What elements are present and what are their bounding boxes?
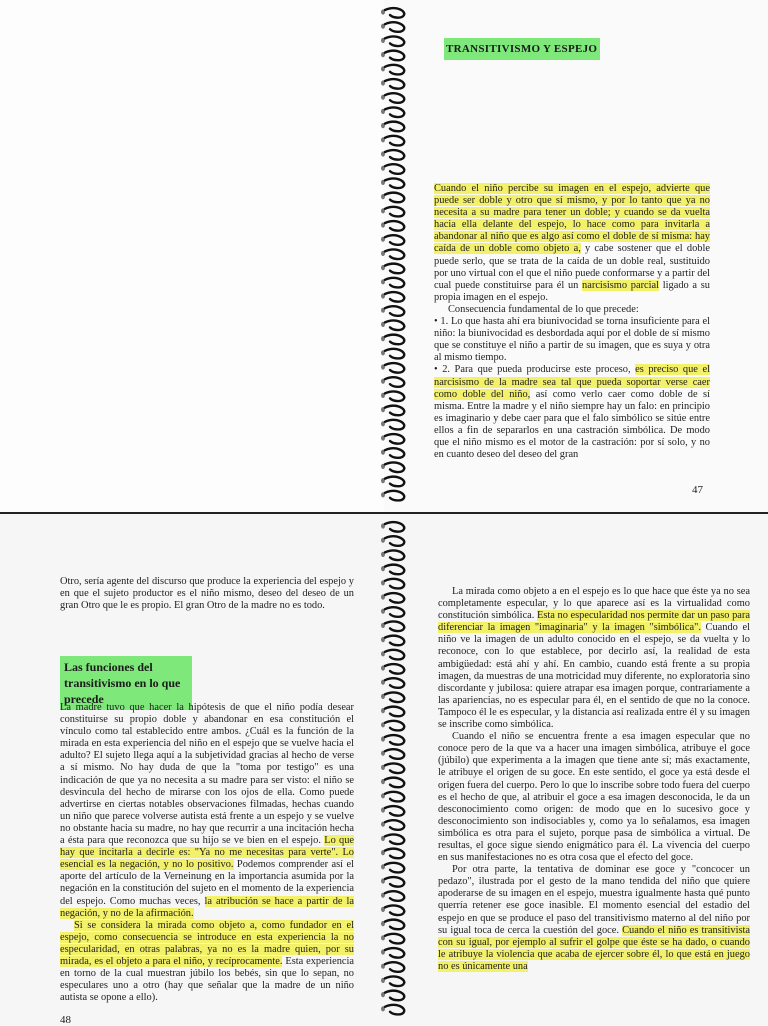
spiral-coil	[385, 193, 404, 203]
spiral-coil	[385, 735, 404, 745]
text-segment: Cuando el niño ve la imagen de un adulto conocido en el espejo, se da vuelta y lo reconoce, con lo que establece, por decirlo así, la realidad de esta ambigüedad: está ahí y ahí. En cambio, cuando está frente a su propia imagen, da muestras de una motricidad muy diferente, no exploratoria sino discordante y jubilosa: quiere atrapar esa imagen porque, contrariamente a las apariencias, no es especular para él, en el sentido de que no la conoce. Tampoco él le es especular, y la distancia así realizada entre él y su imagen se inscribe como simbólica.	[438, 622, 750, 731]
spiral-coil	[385, 22, 404, 32]
highlighted-text: narcisismo parcial	[582, 279, 660, 291]
spiral-coil	[385, 934, 404, 944]
paragraph	[434, 316, 710, 364]
spiral-coil	[385, 905, 404, 915]
spiral-coil	[385, 164, 404, 174]
chapter-title: TRANSITIVISMO Y ESPEJO	[444, 38, 600, 60]
spiral-coil	[385, 264, 404, 274]
spiral-coil	[385, 820, 404, 830]
spiral-coil	[385, 1005, 404, 1015]
spiral-coil	[385, 565, 404, 575]
page-49-body	[438, 586, 750, 973]
page-48-opening	[60, 576, 354, 612]
spiral-coil	[385, 962, 404, 972]
spiral-coil	[385, 636, 404, 646]
paragraph	[438, 586, 750, 731]
spiral-coil	[385, 976, 404, 986]
spiral-coil	[385, 550, 404, 560]
spiral-coil	[385, 707, 404, 717]
spiral-coil	[385, 891, 404, 901]
spiral-coil	[385, 948, 404, 958]
page-48-body	[60, 702, 354, 1004]
spiral-coil	[385, 650, 404, 660]
paragraph	[438, 864, 750, 973]
highlighted-text: Cuando el niño percibe su imagen en el espejo, advierte que puede ser doble y otro que sí mismo, y por lo tanto que ya no necesita a su madre para tener un doble; y cuando se da vuelta hacia ella delante del espejo, lo hace como para invitarla a abandonar al niño que es algo así como el doble de sí misma: hay caída de un doble como objeto a,	[434, 183, 710, 255]
spiral-coil	[385, 235, 404, 245]
paragraph	[434, 183, 710, 304]
text-segment: La madre tuvo que hacer la hipótesis de que el niño podía desear constituirse su propio doble y abandonar en esa constitución el vínculo como tal establecido entre ambos. ¿Cuál es la función de la mirada en esta experiencia del niño en el espejo que se vuelve hacia el adulto? El sujeto llega aquí a la subjetividad gracias al hecho de verse a sí mismo. No hay duda de que la "toma por testigo" es una indicación de que ya no necesita a su madre para ser visto: el niño se desvincula del hecho de mirarse con los ojos de ella. Como puede advertirse en ciertas notables observaciones filmadas, hechas cuando un niño que parece volverse autista está frente a un espejo y se vuelve no obstante hacia su madre, no hay que recurrir a una incitación hecha a ésta para que reconozca que su hijo se ve bien en el espejo.	[60, 702, 354, 847]
spiral-coil	[385, 522, 404, 532]
spiral-coil	[385, 579, 404, 589]
spiral-coil	[385, 863, 404, 873]
spiral-coil	[385, 664, 404, 674]
page-49	[404, 514, 768, 1026]
spiral-coil	[385, 249, 404, 259]
text-segment: ligado a su propia imagen en el espejo.	[434, 279, 710, 303]
spiral-coil	[385, 678, 404, 688]
section-title: Las funciones del transitivismo en lo que precede	[60, 656, 192, 710]
spiral-coil	[385, 991, 404, 1001]
text-segment: Por otra parte, la tentativa de dominar ese goce y "concocer un pedazo", ilustrada por el gesto de la mano tendida del niño que quiere apoderarse de su imagen en el espejo, muestra igualmente hasta qué punto querría retener ese goce inasible. El momento esencial del estadio del espejo en que se produce el paso del transitivismo materno al del niño por su igual toca de cerca la cuestión del goce.	[438, 864, 750, 936]
spiral-coil	[385, 849, 404, 859]
blank-left-page	[0, 0, 384, 512]
spiral-coil	[385, 136, 404, 146]
spiral-coil	[385, 65, 404, 75]
spiral-coil	[385, 778, 404, 788]
spiral-coil	[385, 377, 404, 387]
highlighted-text: Si se considera la mirada como objeto a, como fundador en el espejo, como consecuencia se introduce en esta experiencia la no especularidad, en otras palabras, ya no es la madre quien, por su mirada, es el objeto a para el niño, y recíprocamente.	[60, 919, 354, 967]
page-number: 47	[692, 484, 703, 496]
spiral-coil	[385, 292, 404, 302]
spiral-coil	[385, 434, 404, 444]
paragraph	[60, 576, 354, 612]
spiral-coil	[385, 621, 404, 631]
text-segment: Otro, sería agente del discurso que produce la experiencia del espejo y en que el sujeto productor es el niño mismo, deseo del deseo de un gran Otro que le es propio. El gran Otro de la madre no es todo.	[60, 576, 354, 612]
paragraph	[438, 731, 750, 864]
spiral-coil	[385, 320, 404, 330]
page-47-body	[434, 183, 710, 461]
spiral-coil	[385, 477, 404, 487]
spiral-coil	[385, 391, 404, 401]
page-number: 48	[60, 1014, 71, 1026]
spiral-coil	[385, 122, 404, 132]
text-segment: Cuando el niño se encuentra frente a esa imagen especular que no conoce pero de la que va a hacer una imagen simbólica, atribuye el goce (júbilo) que experimenta a la imagen que tiene ante sí; más exactamente, le atribuye el origen de su goce. En este sentido, el goce ya está desde el origen fuera del cuerpo. Pero lo que lo inscribe sobre todo fuera del cuerpo es el hecho de que, al atribuir el goce a esa imagen desconocida, le da un desconocimiento como origen: de modo que en lo sucesivo goce y desconocimiento son indisociables y, como ya lo señalamos, esa imagen simbólica es otra para el sujeto, porque pasa de simbólica a virtual. De resultas, el goce sigue siendo enigmático para él. La vivencia del cuerpo en sus manifestaciones no es otra cosa que el efecto del goce.	[438, 731, 750, 864]
highlighted-text: Cuando el niño es transitivista con su igual, por ejemplo al sufrir el golpe que éste se ha dado, o cuando le atribuye la violencia que acaba de ejercer sobre él, lo que está en juego no es únicamente una	[438, 924, 751, 972]
bottom-spread	[0, 512, 768, 1026]
spiral-coil	[385, 536, 404, 546]
spiral-coil	[385, 51, 404, 61]
spiral-coil	[385, 749, 404, 759]
spiral-coil	[385, 306, 404, 316]
text-segment: Esta experiencia en torno de la cual muestran júbilo los bebés, sin que lo sepan, no especulares uno a otro (hay que señalar que la madre de un niño autista se opone a ello).	[60, 955, 354, 1004]
spiral-coil	[385, 93, 404, 103]
spiral-coil	[385, 462, 404, 472]
spiral-coil	[385, 692, 404, 702]
spiral-coil	[385, 79, 404, 89]
spiral-coil	[385, 406, 404, 416]
text-segment: y cabe sostener que el doble puede serlo, que se trata de la caída de un doble real, sustituido por uno virtual con el que el niño puede conformarse y a partir del cual puede constituirse para él un	[434, 243, 710, 291]
spiral-coil	[385, 593, 404, 603]
paragraph	[60, 920, 354, 1005]
spiral-coil	[385, 607, 404, 617]
spiral-coil	[385, 877, 404, 887]
page-48	[0, 514, 384, 1026]
text-segment: • 2. Para que pueda producirse este proceso,	[434, 364, 636, 376]
spiral-coil	[385, 178, 404, 188]
text-segment: Podemos comprender así el aporte del artículo de la Verneinung en la importancia asumida por la negación en la constitución del sujeto en el momento de la experiencia del espejo. Como muchas veces,	[60, 859, 354, 907]
highlighted-text: Lo que hay que incitarla a decirle es: "Ya no me necesitas para verte". Lo esencial es la negación, y no lo positivo.	[60, 835, 354, 871]
spiral-coil	[385, 834, 404, 844]
spiral-coil	[385, 36, 404, 46]
highlighted-text: Esta no especularidad nos permite dar un paso para diferenciar la imagen "imaginaria" y la imagen "simbólica".	[438, 610, 750, 634]
spiral-coil	[385, 278, 404, 288]
text-segment: La mirada como objeto a en el espejo es lo que hace que éste ya no sea completamente especular, y lo que aparece así es la virtualidad como constitución simbólica.	[438, 586, 750, 622]
spiral-coil	[385, 420, 404, 430]
text-segment: Consecuencia fundamental de lo que precede:	[448, 303, 639, 315]
spiral-coil	[385, 207, 404, 217]
spiral-coil	[385, 448, 404, 458]
spiral-coil	[385, 150, 404, 160]
spiral-coil	[385, 721, 404, 731]
paragraph	[434, 364, 710, 461]
spiral-coil	[385, 107, 404, 117]
spiral-coil	[385, 363, 404, 373]
top-spread	[0, 0, 768, 512]
paragraph	[60, 702, 354, 920]
spiral-coil	[385, 792, 404, 802]
text-segment: así como verlo caer como doble de sí misma. Entre la madre y el niño siempre hay un falo: en principio es imaginario y debe caer para que el falo simbólico se sitúe entre ellos a fin de separarlos en una castración simbólica. De modo que el niño mismo es el motor de la castración: por sí solo, y no en cuanto deseo del deseo del gran	[434, 388, 710, 461]
spiral-coil	[385, 806, 404, 816]
paragraph	[434, 304, 710, 316]
spiral-coil	[385, 221, 404, 231]
highlighted-text: es preciso que el narcisismo de la madre sea tal que pueda soportar verse caer como doble del niño,	[434, 364, 710, 400]
spiral-coil	[385, 920, 404, 930]
text-segment: • 1. Lo que hasta ahí era biunivocidad se torna insuficiente para el niño: la biunivocidad es desbordada aquí por el doble de sí mismo que se constituye el niño a partir de su imagen, que es suya y otra al mismo tiempo.	[434, 316, 710, 364]
highlighted-text: la atribución se hace a partir de la negación, y no de la afirmación.	[60, 895, 355, 919]
spiral-coil	[385, 335, 404, 345]
spiral-coil	[385, 491, 404, 501]
spiral-coil	[385, 349, 404, 359]
spiral-coil	[385, 8, 404, 18]
page-47	[404, 0, 768, 512]
spiral-coil	[385, 763, 404, 773]
